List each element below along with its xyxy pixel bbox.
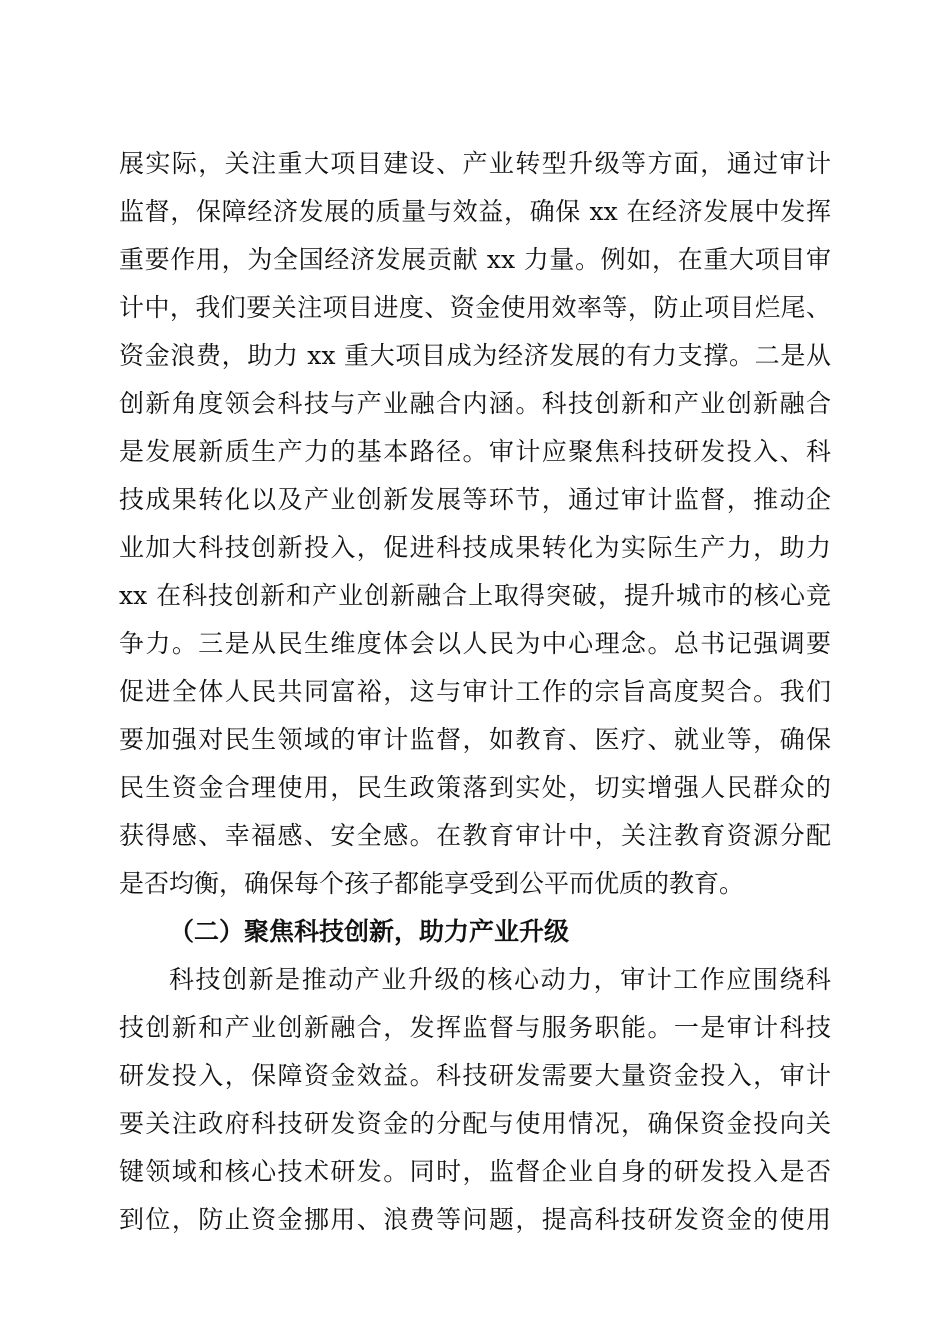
paragraph-line: 技成果转化以及产业创新发展等环节，通过审计监督，推动企 bbox=[119, 485, 831, 514]
paragraph-line: 民生资金合理使用，民生政策落到实处，切实增强人民群众的 bbox=[119, 773, 831, 802]
paragraph-line: 创新角度领会科技与产业融合内涵。科技创新和产业创新融合 bbox=[119, 389, 831, 418]
section-heading: （二）聚焦科技创新，助力产业升级 bbox=[169, 917, 570, 946]
paragraph-line: 展实际，关注重大项目建设、产业转型升级等方面，通过审计 bbox=[119, 149, 831, 178]
paragraph-line: 要加强对民生领域的审计监督，如教育、医疗、就业等，确保 bbox=[119, 725, 831, 754]
paragraph-line: 业加大科技创新投入，促进科技成果转化为实际生产力，助力 bbox=[119, 533, 831, 562]
paragraph-line: 争力。三是从民生维度体会以人民为中心理念。总书记强调要 bbox=[119, 629, 831, 658]
body-text bbox=[119, 140, 831, 1244]
paragraph-line: 促进全体人民共同富裕，这与审计工作的宗旨高度契合。我们 bbox=[119, 677, 831, 706]
paragraph-line: 监督，保障经济发展的质量与效益，确保 xx 在经济发展中发挥 bbox=[119, 197, 831, 226]
paragraph-line: 科技创新是推动产业升级的核心动力，审计工作应围绕科 bbox=[169, 965, 831, 994]
paragraph-line: 要关注政府科技研发资金的分配与使用情况，确保资金投向关 bbox=[119, 1109, 831, 1138]
paragraph-line: 是发展新质生产力的基本路径。审计应聚焦科技研发投入、科 bbox=[119, 437, 831, 466]
paragraph-line: 资金浪费，助力 xx 重大项目成为经济发展的有力支撑。二是从 bbox=[119, 341, 831, 370]
paragraph-line: 键领域和核心技术研发。同时，监督企业自身的研发投入是否 bbox=[119, 1157, 831, 1186]
paragraph-line: 是否均衡，确保每个孩子都能享受到公平而优质的教育。 bbox=[119, 869, 745, 898]
paragraph-line: 到位，防止资金挪用、浪费等问题，提高科技研发资金的使用 bbox=[119, 1205, 831, 1234]
paragraph-line: 获得感、幸福感、安全感。在教育审计中，关注教育资源分配 bbox=[119, 821, 831, 850]
paragraph-line: 重要作用，为全国经济发展贡献 xx 力量。例如，在重大项目审 bbox=[119, 245, 831, 274]
paragraph-line: 研发投入，保障资金效益。科技研发需要大量资金投入，审计 bbox=[119, 1061, 831, 1090]
paragraph-line: xx 在科技创新和产业创新融合上取得突破，提升城市的核心竞 bbox=[119, 581, 831, 610]
paragraph-line: 技创新和产业创新融合，发挥监督与服务职能。一是审计科技 bbox=[119, 1013, 831, 1042]
paragraph-line: 计中，我们要关注项目进度、资金使用效率等，防止项目烂尾、 bbox=[119, 293, 831, 322]
